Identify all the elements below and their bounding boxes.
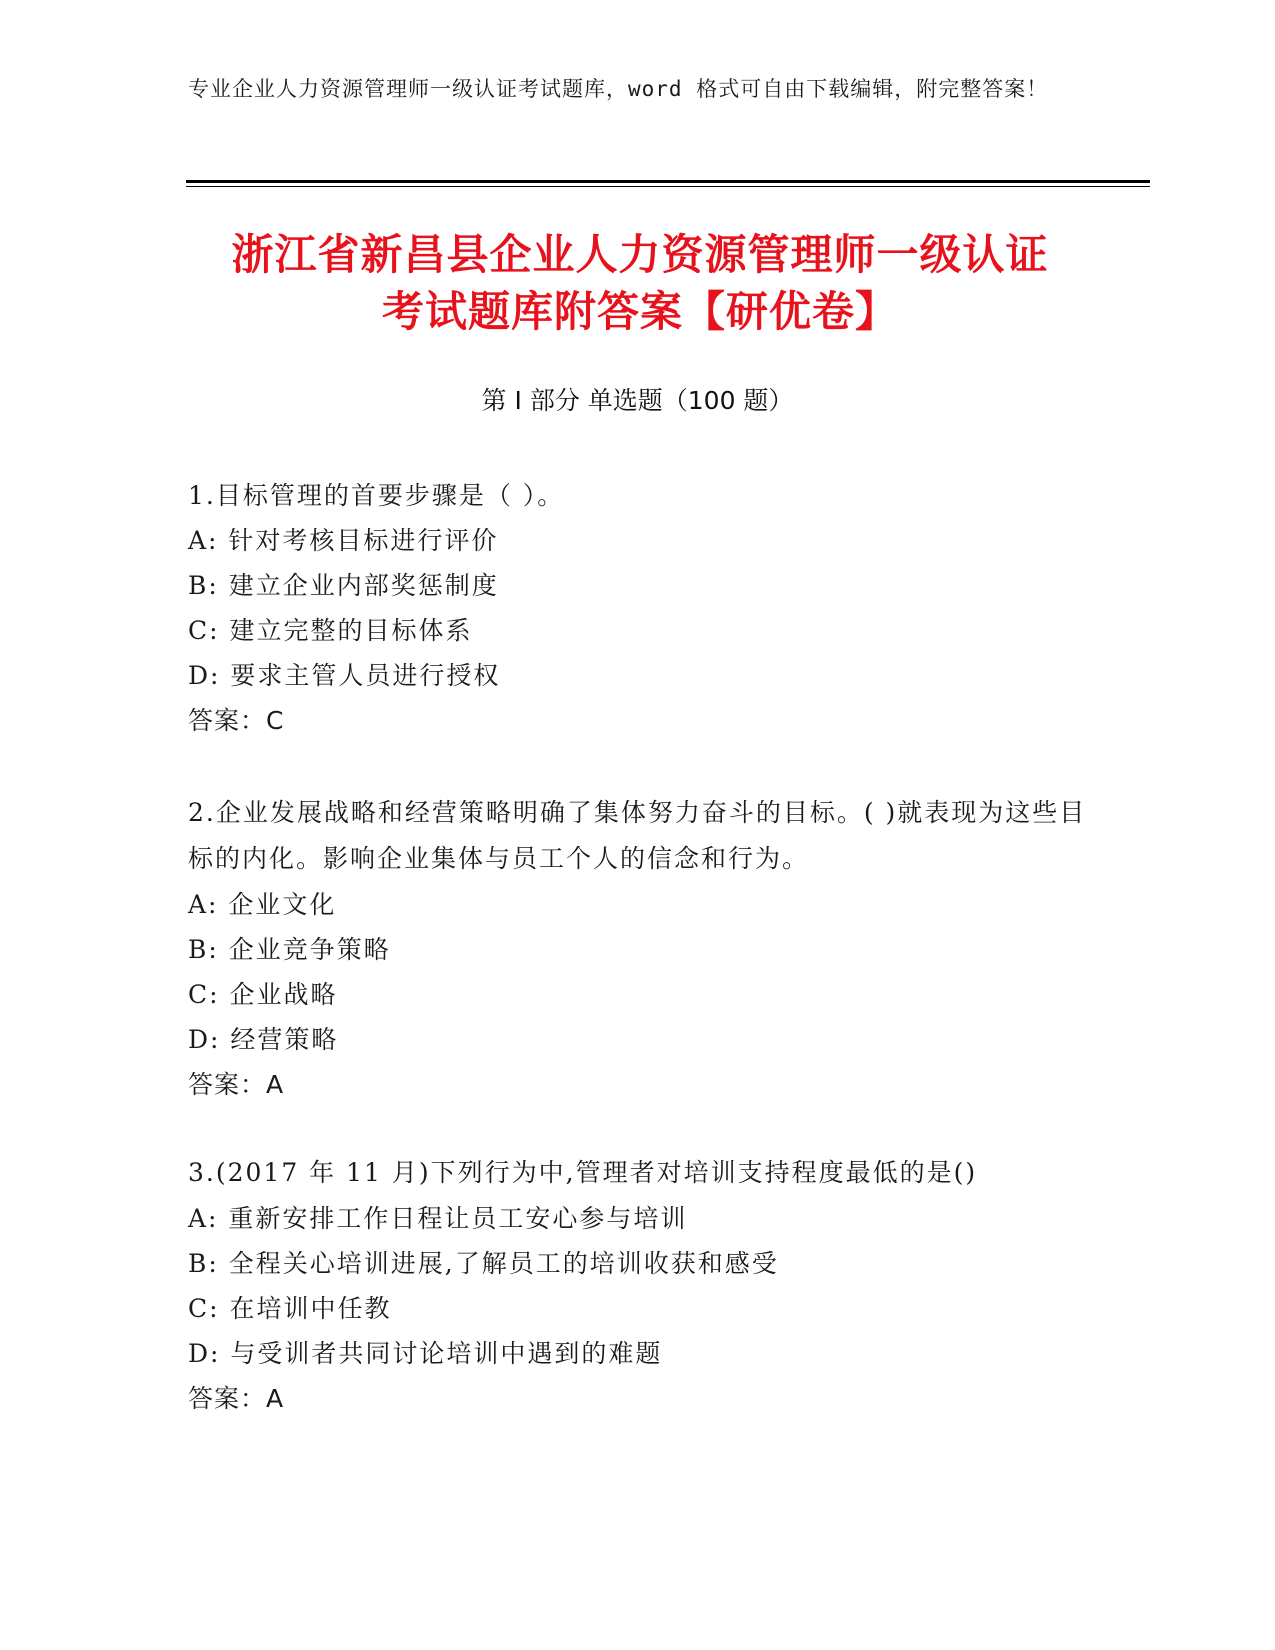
option-d: D: 经营策略 bbox=[188, 1025, 339, 1054]
header-rule-thin bbox=[186, 186, 1150, 187]
title-line-1: 浙江省新昌县企业人力资源管理师一级认证 bbox=[231, 230, 1049, 279]
option-a: A: 企业文化 bbox=[188, 890, 337, 919]
question-block bbox=[188, 1150, 1088, 1421]
option-d: D: 要求主管人员进行授权 bbox=[188, 661, 501, 690]
answer: 答案：C bbox=[188, 706, 285, 735]
option-a: A: 针对考核目标进行评价 bbox=[188, 526, 499, 555]
option-c: C: 企业战略 bbox=[188, 980, 338, 1009]
question-stem: 3.(2017 年 11 月)下列行为中,管理者对培训支持程度最低的是() bbox=[188, 1158, 978, 1187]
section-heading: 第 I 部分 单选题（100 题） bbox=[481, 386, 794, 415]
answer: 答案：A bbox=[188, 1384, 285, 1413]
option-c: C: 建立完整的目标体系 bbox=[188, 616, 473, 645]
option-b: B: 建立企业内部奖惩制度 bbox=[188, 571, 499, 600]
option-a: A: 重新安排工作日程让员工安心参与培训 bbox=[188, 1204, 688, 1233]
option-b: B: 企业竞争策略 bbox=[188, 935, 391, 964]
document-title bbox=[190, 226, 1090, 340]
question-stem: 2.企业发展战略和经营策略明确了集体努力奋斗的目标。( )就表现为这些目标的内化。影响企业集体与员工个人的信念和行为。 bbox=[188, 798, 1087, 873]
question-block bbox=[188, 474, 1088, 743]
title-line-2: 考试题库附答案【研优卷】 bbox=[381, 287, 898, 336]
header-rule-thick bbox=[186, 180, 1150, 183]
question-stem: 1.目标管理的首要步骤是（ ）。 bbox=[188, 481, 565, 510]
answer: 答案：A bbox=[188, 1070, 285, 1099]
option-d: D: 与受训者共同讨论培训中遇到的难题 bbox=[188, 1339, 663, 1368]
header-note: 专业企业人力资源管理师一级认证考试题库，word 格式可自由下载编辑，附完整答案！ bbox=[188, 77, 1049, 101]
question-block bbox=[188, 790, 1088, 1107]
option-c: C: 在培训中任教 bbox=[188, 1294, 392, 1323]
option-b: B: 全程关心培训进展,了解员工的培训收获和感受 bbox=[188, 1249, 779, 1278]
